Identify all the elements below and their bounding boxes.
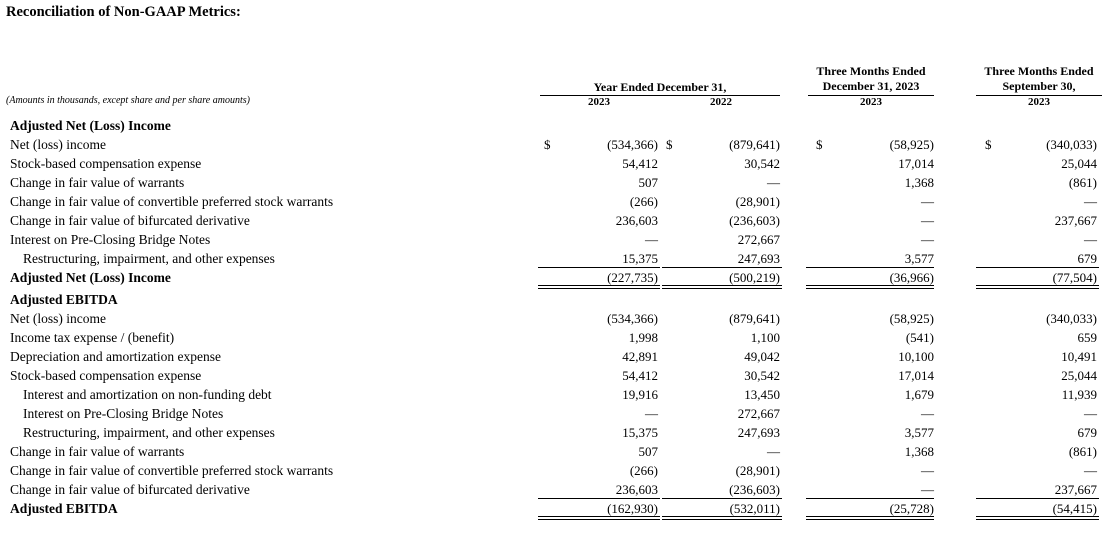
value-cell: — [767, 444, 780, 459]
value-cell: 3,577 [904, 251, 934, 266]
value-cell: 11,939 [1061, 387, 1097, 402]
total-double-rule [662, 516, 782, 520]
value-cell: 236,603 [615, 213, 658, 228]
value-cell: — [767, 175, 780, 190]
value-cell: (236,603) [729, 482, 780, 497]
currency-symbol: $ [816, 137, 823, 152]
total-double-rule [976, 285, 1099, 289]
total-value: (36,966) [889, 270, 934, 285]
value-cell: 247,693 [737, 425, 780, 440]
value-cell: 3,577 [904, 425, 934, 440]
currency-symbol: $ [985, 137, 992, 152]
value-cell: (861) [1068, 175, 1097, 190]
value-cell: 237,667 [1054, 482, 1097, 497]
value-cell: (28,901) [735, 463, 780, 478]
value-cell: (534,366) [607, 311, 658, 326]
section-title: Adjusted EBITDA [10, 292, 118, 307]
total-value: (25,728) [889, 501, 934, 516]
value-cell: 1,998 [628, 330, 658, 345]
value-cell: — [645, 232, 658, 247]
value-cell: — [921, 406, 934, 421]
value-cell: 49,042 [744, 349, 780, 364]
total-double-rule [806, 285, 934, 289]
value-cell: 54,412 [622, 368, 658, 383]
value-cell: 1,100 [750, 330, 780, 345]
value-cell: — [1084, 406, 1097, 421]
row-label: Change in fair value of bifurcated derivative [10, 213, 250, 228]
value-cell: 1,368 [904, 444, 934, 459]
value-cell: 1,368 [904, 175, 934, 190]
value-cell: (340,033) [1046, 311, 1097, 326]
header-q4-line1: Three Months Ended [816, 64, 926, 78]
value-cell: (879,641) [729, 311, 780, 326]
value-cell: (340,033) [1046, 137, 1097, 152]
total-value: (227,735) [607, 270, 658, 285]
header-year-2023: 2023 [588, 96, 610, 108]
total-value: (54,415) [1052, 501, 1097, 516]
value-cell: — [921, 194, 934, 209]
value-cell: 25,044 [1061, 156, 1097, 171]
value-cell: (58,925) [889, 311, 934, 326]
currency-symbol: $ [544, 137, 551, 152]
row-label: Net (loss) income [10, 311, 106, 326]
row-label: Net (loss) income [10, 137, 106, 152]
total-double-rule [662, 285, 782, 289]
header-year-ended: Year Ended December 31, [593, 80, 727, 94]
value-cell: 15,375 [622, 251, 658, 266]
row-label: Income tax expense / (benefit) [10, 330, 175, 345]
row-label: Change in fair value of bifurcated derivative [10, 482, 250, 497]
value-cell: 25,044 [1061, 368, 1097, 383]
value-cell: 15,375 [622, 425, 658, 440]
value-cell: 13,450 [744, 387, 780, 402]
total-double-rule [806, 516, 934, 520]
row-label: Stock-based compensation expense [10, 156, 202, 171]
row-label: Restructuring, impairment, and other expenses [23, 251, 275, 266]
value-cell: 17,014 [898, 156, 934, 171]
total-label: Adjusted Net (Loss) Income [10, 270, 171, 285]
value-cell: — [921, 232, 934, 247]
value-cell: 507 [638, 175, 658, 190]
value-cell: — [1084, 194, 1097, 209]
value-cell: — [645, 406, 658, 421]
value-cell: 42,891 [622, 349, 658, 364]
value-cell: — [1084, 463, 1097, 478]
value-cell: (534,366) [607, 137, 658, 152]
row-label: Depreciation and amortization expense [10, 349, 222, 364]
value-cell: — [921, 482, 934, 497]
value-cell: 659 [1077, 330, 1097, 345]
total-double-rule [538, 285, 660, 289]
value-cell: (541) [905, 330, 934, 345]
total-double-rule [976, 516, 1099, 520]
header-q3-line1: Three Months Ended [984, 64, 1094, 78]
header-q4-line2: December 31, 2023 [822, 79, 920, 93]
value-cell: — [921, 213, 934, 228]
value-cell: (236,603) [729, 213, 780, 228]
row-label: Restructuring, impairment, and other expenses [23, 425, 275, 440]
value-cell: 19,916 [622, 387, 658, 402]
value-cell: 17,014 [898, 368, 934, 383]
value-cell: (266) [629, 194, 658, 209]
header-q4-year: 2023 [860, 96, 882, 108]
row-label: Interest on Pre-Closing Bridge Notes [23, 406, 224, 421]
value-cell: 30,542 [744, 156, 780, 171]
row-label: Interest on Pre-Closing Bridge Notes [10, 232, 211, 247]
value-cell: 10,100 [898, 349, 934, 364]
value-cell: 272,667 [737, 406, 780, 421]
page-title: Reconciliation of Non-GAAP Metrics: [6, 4, 241, 20]
value-cell: (58,925) [889, 137, 934, 152]
row-label: Change in fair value of convertible preferred stock warrants [10, 463, 334, 478]
row-label: Change in fair value of convertible preferred stock warrants [10, 194, 334, 209]
header-year-2022: 2022 [710, 96, 732, 108]
value-cell: 679 [1077, 251, 1097, 266]
total-value: (532,011) [729, 501, 780, 516]
value-cell: 10,491 [1061, 349, 1097, 364]
value-cell: 272,667 [737, 232, 780, 247]
value-cell: (879,641) [729, 137, 780, 152]
value-cell: — [1084, 232, 1097, 247]
value-cell: 30,542 [744, 368, 780, 383]
row-label: Change in fair value of warrants [10, 175, 185, 190]
value-cell: (28,901) [735, 194, 780, 209]
value-cell: 237,667 [1054, 213, 1097, 228]
value-cell: 247,693 [737, 251, 780, 266]
total-value: (500,219) [729, 270, 780, 285]
row-label: Interest and amortization on non-funding debt [23, 387, 272, 402]
header-q3-line2: September 30, [1002, 79, 1076, 93]
value-cell: 54,412 [622, 156, 658, 171]
header-q3-year: 2023 [1028, 96, 1050, 108]
value-cell: 1,679 [904, 387, 934, 402]
value-cell: (861) [1068, 444, 1097, 459]
value-cell: — [921, 463, 934, 478]
section-title: Adjusted Net (Loss) Income [10, 118, 171, 133]
total-double-rule [538, 516, 660, 520]
row-label: Stock-based compensation expense [10, 368, 202, 383]
total-value: (162,930) [607, 501, 658, 516]
row-label: Change in fair value of warrants [10, 444, 185, 459]
total-value: (77,504) [1052, 270, 1097, 285]
value-cell: 679 [1077, 425, 1097, 440]
currency-symbol: $ [666, 137, 673, 152]
amounts-note: (Amounts in thousands, except share and per share amounts) [6, 95, 250, 106]
value-cell: (266) [629, 463, 658, 478]
total-label: Adjusted EBITDA [10, 501, 118, 516]
value-cell: 507 [638, 444, 658, 459]
value-cell: 236,603 [615, 482, 658, 497]
